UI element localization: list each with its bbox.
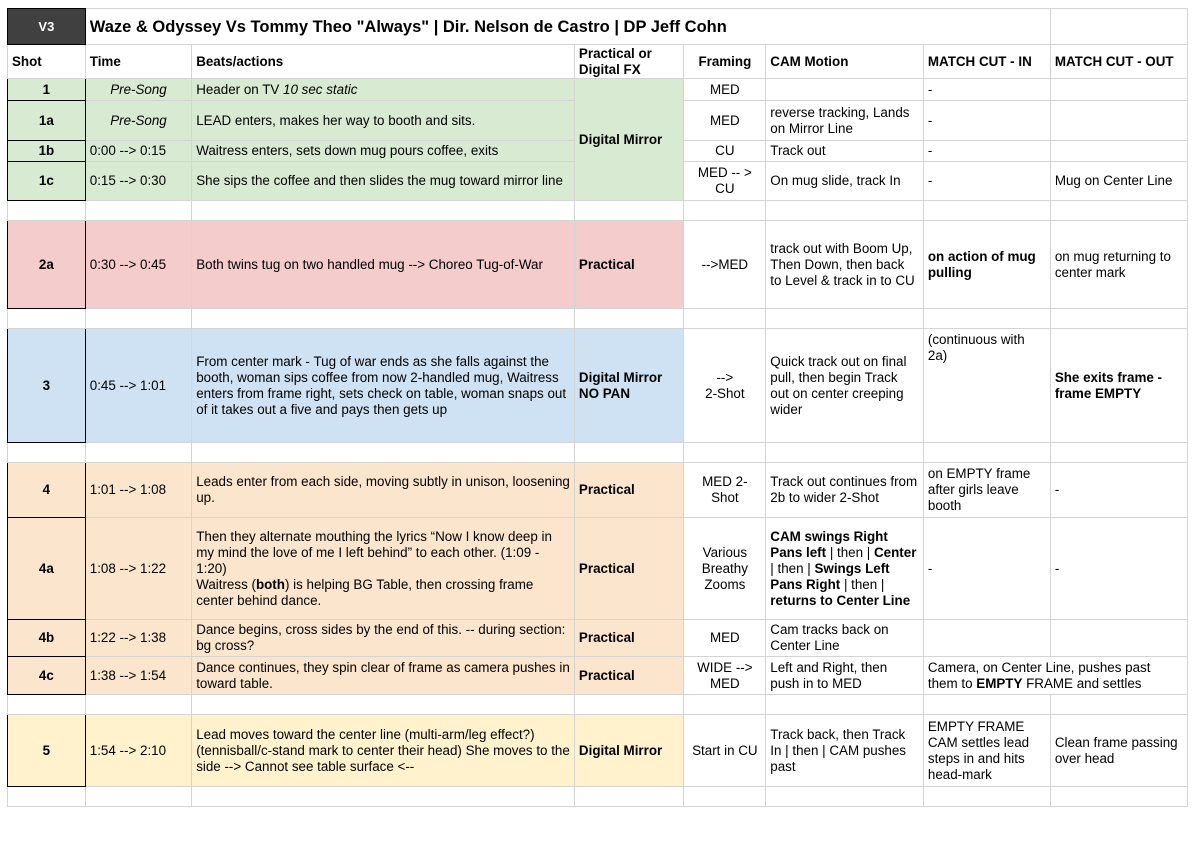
table-row [8,657,1188,695]
match-out-cell[interactable]: Mug on Center Line [1050,162,1187,201]
time-cell[interactable]: 0:15 --> 0:30 [85,162,191,201]
empty-cell[interactable] [1050,787,1187,807]
cam-cell[interactable]: Track out [766,141,924,162]
cam-bold-text: Center [874,544,917,560]
table-row [8,79,1188,101]
time-cell[interactable]: 1:01 --> 1:08 [85,463,191,518]
beats-text: Waitress ( [196,576,256,592]
cam-bold-text: returns to Center Line [770,592,911,608]
empty-cell[interactable] [923,443,1050,463]
match-cell[interactable] [923,657,1187,695]
framing-cell[interactable]: MED 2-Shot [684,463,766,518]
beats-cell[interactable] [192,518,575,620]
spacer-row [8,443,1188,463]
empty-cell[interactable] [766,309,924,329]
framing-cell[interactable]: -->MED [684,221,766,309]
empty-cell[interactable] [766,695,924,715]
fx-cell[interactable]: Practical [574,620,684,657]
cam-cell[interactable] [766,518,924,620]
empty-cell[interactable] [1050,9,1187,45]
empty-cell[interactable] [766,787,924,807]
empty-cell[interactable] [8,201,86,221]
match-in-cell[interactable]: - [923,79,1050,101]
time-cell[interactable]: 1:08 --> 1:22 [85,518,191,620]
header-framing[interactable]: Framing [684,45,766,79]
spacer-row [8,787,1188,807]
shot-cell[interactable]: 4b [8,620,86,657]
beats-cell[interactable]: From center mark - Tug of war ends as she falls against the booth, woman sips coffee from now 2-handled mug, Waitress enters from frame right, sets check on table, woman snaps out of it takes out a five and pays then gets up [192,329,575,443]
beats-cell[interactable]: Dance continues, they spin clear of frame as camera pushes in toward table. [192,657,575,695]
empty-cell[interactable] [8,309,86,329]
empty-cell[interactable] [766,201,924,221]
time-cell[interactable]: 1:38 --> 1:54 [85,657,191,695]
time-cell[interactable]: 0:30 --> 0:45 [85,221,191,309]
match-out-cell[interactable]: Clean frame passing over head [1050,715,1187,787]
match-out-cell[interactable]: - [1050,463,1187,518]
shot-cell[interactable]: 1b [8,141,86,162]
time-cell[interactable]: Pre-Song [85,101,191,141]
framing-line: 2-Shot [705,385,745,401]
framing-cell[interactable]: Start in CU [684,715,766,787]
empty-cell[interactable] [574,309,684,329]
match-out-cell[interactable] [1050,141,1187,162]
shot-cell[interactable]: 4 [8,463,86,518]
beats-cell[interactable]: Waitress enters, sets down mug pours coffee, exits [192,141,575,162]
empty-cell[interactable] [1050,695,1187,715]
shot-cell[interactable]: 1a [8,101,86,141]
cam-bold-text: Swings Left Pans Right [770,560,890,592]
empty-cell[interactable] [574,201,684,221]
shot-cell[interactable]: 4a [8,518,86,620]
framing-line: --> [716,369,734,385]
empty-cell[interactable] [1050,201,1187,221]
version-badge[interactable]: V3 [8,9,86,45]
match-out-cell[interactable] [1050,101,1187,141]
empty-cell[interactable] [684,695,766,715]
header-time[interactable]: Time [85,45,191,79]
match-in-cell[interactable]: - [923,162,1050,201]
empty-cell[interactable] [85,201,191,221]
beats-cell[interactable]: Dance begins, cross sides by the end of this. -- during section: bg cross? [192,620,575,657]
fx-cell[interactable]: Practical [574,463,684,518]
fx-cell[interactable]: Practical [574,221,684,309]
spacer-row [8,201,1188,221]
empty-cell[interactable] [85,787,191,807]
sheet-title[interactable]: Waze & Odyssey Vs Tommy Theo "Always" | Dir. Nelson de Castro | DP Jeff Cohn [85,9,1050,45]
time-cell[interactable]: 0:00 --> 0:15 [85,141,191,162]
empty-cell[interactable] [85,309,191,329]
table-row [8,620,1188,657]
beats-text: Then they alternate mouthing the lyrics “Now I know deep in my mind the love of me I left behind” to each other. (1:09 - 1:20) [196,528,552,576]
header-shot[interactable]: Shot [8,45,86,79]
match-out-cell[interactable] [1050,79,1187,101]
framing-cell[interactable]: Various Breathy Zooms [684,518,766,620]
framing-cell[interactable] [684,329,766,443]
framing-cell[interactable]: MED [684,101,766,141]
match-out-cell[interactable] [1050,620,1187,657]
match-in-cell[interactable]: on EMPTY frame after girls leave booth [923,463,1050,518]
empty-cell[interactable] [192,787,575,807]
title-row [8,9,1188,45]
empty-cell[interactable] [1050,443,1187,463]
empty-cell[interactable] [684,309,766,329]
table-row [8,329,1188,443]
match-in-cell[interactable]: - [923,101,1050,141]
cam-cell[interactable]: Quick track out on final pull, then begin Track out on center creeping wider [766,329,924,443]
empty-cell[interactable] [8,443,86,463]
table-row [8,518,1188,620]
time-cell[interactable]: 0:45 --> 1:01 [85,329,191,443]
match-in-cell[interactable]: - [923,518,1050,620]
empty-cell[interactable] [574,695,684,715]
empty-cell[interactable] [684,201,766,221]
header-beats[interactable]: Beats/actions [192,45,575,79]
header-row [8,45,1188,79]
match-in-cell[interactable]: on action of mug pulling [923,221,1050,309]
match-out-cell[interactable]: She exits frame - frame EMPTY [1050,329,1187,443]
beats-bold-text: both [255,576,285,592]
cam-cell[interactable]: On mug slide, track In [766,162,924,201]
framing-cell[interactable]: MED -- > CU [684,162,766,201]
empty-cell[interactable] [684,443,766,463]
match-text: Camera, on Center Line, pushes past them to [927,659,1151,691]
fx-cell[interactable] [574,329,684,443]
fx-cell[interactable]: Practical [574,657,684,695]
spacer-row [8,309,1188,329]
match-text: FRAME and settles [1022,675,1142,691]
beats-cell[interactable]: LEAD enters, makes her way to booth and sits. [192,101,575,141]
framing-cell[interactable]: CU [684,141,766,162]
beats-text: ) is helping BG Table, then crossing frame center behind dance. [196,576,534,608]
cam-text: | then | [840,576,885,592]
empty-cell[interactable] [923,201,1050,221]
cam-cell[interactable]: reverse tracking, Lands on Mirror Line [766,101,924,141]
empty-cell[interactable] [192,309,575,329]
shot-cell[interactable]: 3 [8,329,86,443]
match-in-cell[interactable]: EMPTY FRAME CAM settles lead steps in and hits head-mark [923,715,1050,787]
match-bold-text: EMPTY [976,675,1023,691]
cam-cell[interactable]: Cam tracks back on Center Line [766,620,924,657]
empty-cell[interactable] [8,695,86,715]
table-row [8,221,1188,309]
match-in-cell[interactable]: - [923,141,1050,162]
beats-cell[interactable] [192,79,575,101]
cam-cell[interactable]: Track out continues from 2b to wider 2-Shot [766,463,924,518]
table-row [8,715,1188,787]
beats-text-line [196,577,570,609]
header-match-out[interactable]: MATCH CUT - OUT [1050,45,1187,79]
empty-cell[interactable] [684,787,766,807]
match-out-cell[interactable]: - [1050,518,1187,620]
framing-cell[interactable]: MED [684,620,766,657]
cam-text: | then | [770,560,815,576]
fx-cell[interactable]: Digital Mirror [574,79,684,201]
time-cell[interactable]: 1:22 --> 1:38 [85,620,191,657]
fx-line: NO PAN [578,385,631,401]
beats-cell[interactable]: She sips the coffee and then slides the mug toward mirror line [192,162,575,201]
shot-cell[interactable]: 4c [8,657,86,695]
empty-cell[interactable] [923,309,1050,329]
beats-cell[interactable]: Lead moves toward the center line (multi-arm/leg effect?) (tennisball/c-stand mark to center their head) She moves to the side --> Cannot see table surface <-- [192,715,575,787]
shot-cell[interactable]: 5 [8,715,86,787]
fx-cell[interactable]: Practical [574,518,684,620]
shot-cell[interactable]: 1 [8,79,86,101]
shot-cell[interactable]: 1c [8,162,86,201]
framing-cell[interactable]: MED [684,79,766,101]
empty-cell[interactable] [192,695,575,715]
framing-cell[interactable]: WIDE --> MED [684,657,766,695]
time-cell[interactable]: Pre-Song [85,79,191,101]
empty-cell[interactable] [766,443,924,463]
header-match-in[interactable]: MATCH CUT - IN [923,45,1050,79]
fx-line: Digital Mirror [578,369,663,385]
match-out-cell[interactable]: on mug returning to center mark [1050,221,1187,309]
header-fx[interactable]: Practical or Digital FX [574,45,684,79]
empty-cell[interactable] [192,443,575,463]
beats-cell[interactable]: Both twins tug on two handled mug --> Choreo Tug-of-War [192,221,575,309]
empty-cell[interactable] [923,695,1050,715]
empty-cell[interactable] [85,443,191,463]
match-in-cell[interactable] [923,620,1050,657]
empty-cell[interactable] [8,787,86,807]
empty-cell[interactable] [192,201,575,221]
empty-cell[interactable] [85,695,191,715]
beats-italic-text: 10 sec static [283,81,358,97]
fx-cell[interactable]: Digital Mirror [574,715,684,787]
beats-cell[interactable]: Leads enter from each side, moving subtly in unison, loosening up. [192,463,575,518]
shot-cell[interactable]: 2a [8,221,86,309]
beats-text: Header on TV [196,81,284,97]
cam-cell[interactable] [766,79,924,101]
table-row [8,463,1188,518]
cam-cell[interactable]: Track back, then Track In | then | CAM pushes past [766,715,924,787]
storyboard-sheet [7,8,1188,807]
spacer-row [8,695,1188,715]
cam-cell[interactable]: Left and Right, then push in to MED [766,657,924,695]
empty-cell[interactable] [1050,309,1187,329]
header-cam[interactable]: CAM Motion [766,45,924,79]
cam-cell[interactable]: track out with Boom Up, Then Down, then back to Level & track in to CU [766,221,924,309]
empty-cell[interactable] [574,787,684,807]
time-cell[interactable]: 1:54 --> 2:10 [85,715,191,787]
match-in-cell[interactable]: (continuous with 2a) [923,329,1050,443]
cam-bold-text: CAM swings Right Pans left [770,528,888,560]
empty-cell[interactable] [923,787,1050,807]
cam-text: | then | [826,544,874,560]
empty-cell[interactable] [574,443,684,463]
